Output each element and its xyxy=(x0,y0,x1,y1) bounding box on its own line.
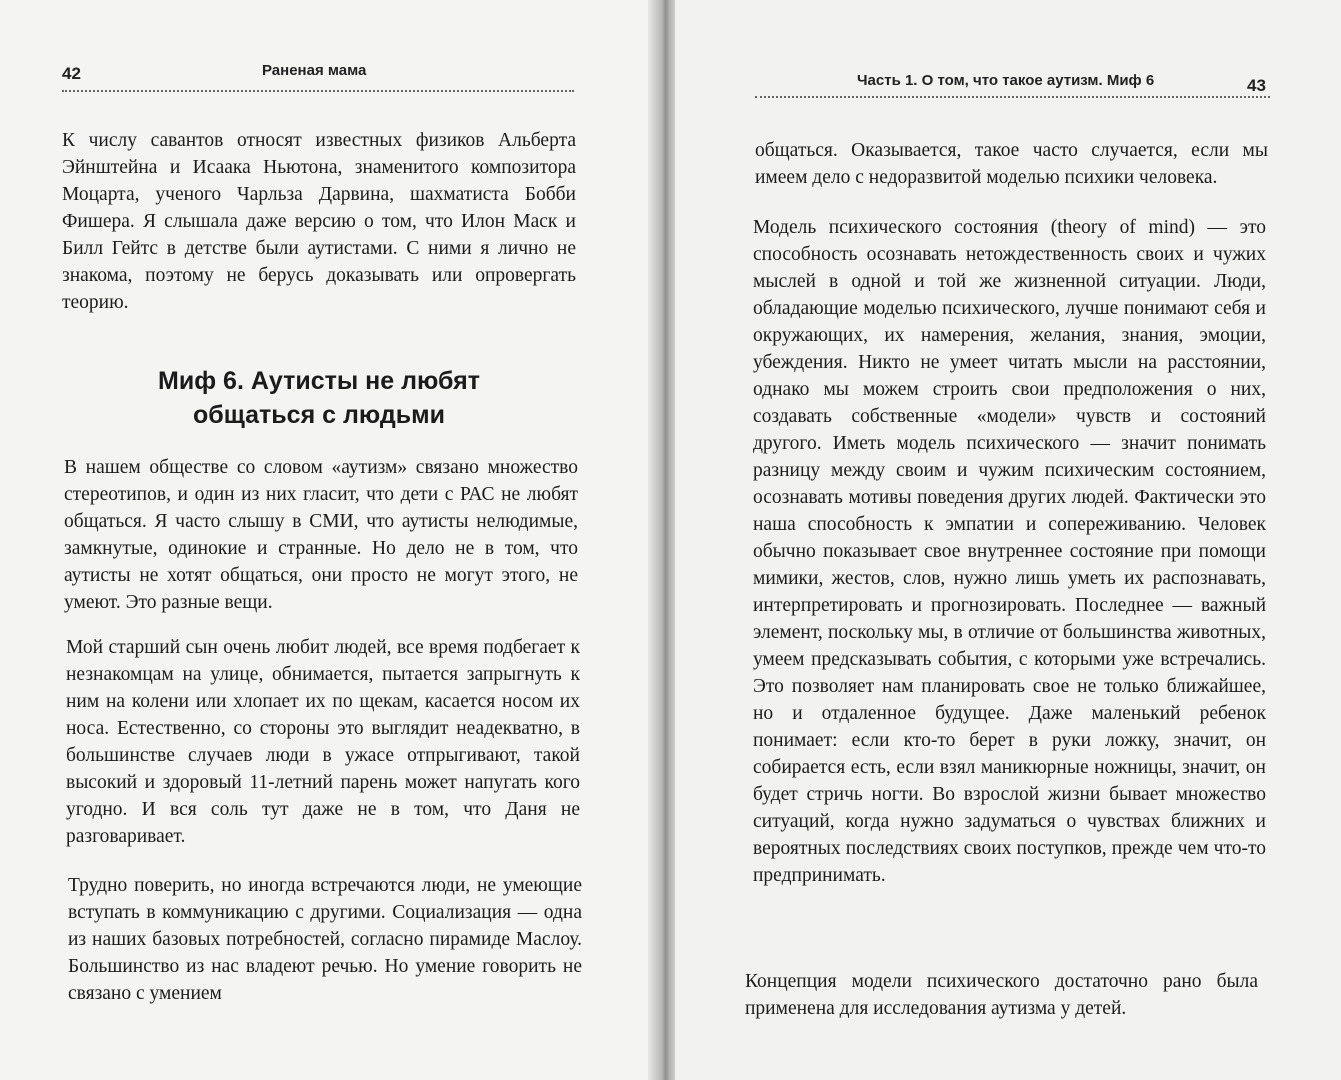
right-paragraph-1 xyxy=(755,137,1268,191)
section-heading xyxy=(62,364,576,432)
heading-line-2: общаться с людьми xyxy=(193,401,445,429)
heading-myth-label: Миф 6. xyxy=(158,367,244,395)
paragraph-text: Мой старший сын очень любит людей, все время подбегает к незнакомцам на улице, обнимается, пытается запрыгнуть к ним на колени или хлопает их по щекам, касается носом их носа. Естественно, со стороны это выглядит неадекватно, в большинстве случаев люди в ужасе отпрыгивают, такой высокий и здоровый 11-летний парень может напугать кого угодно. И вся соль тут даже не в том, что Даня не разговаривает. xyxy=(66,637,580,847)
paragraph-text: Концепция модели психического достаточно рано была применена для исследования аутизма у детей. xyxy=(745,971,1258,1019)
left-header-rule xyxy=(62,90,574,92)
left-page-number: 42 xyxy=(62,64,81,83)
paragraph-text: общаться. Оказывается, такое часто случается, если мы имеем дело с недоразвитой моделью психики человека. xyxy=(755,140,1268,188)
paragraph-text: Трудно поверить, но иногда встречаются люди, не умеющие вступать в коммуникацию с другими. Социализация — одна из наших базовых потребностей, согласно пирамиде Маслоу. Большинство из нас владеют речью. Но умение говорить не связано с умением xyxy=(68,875,582,1004)
left-running-head: Раненая мама xyxy=(262,62,367,79)
right-header-rule xyxy=(755,96,1270,98)
right-page-number: 43 xyxy=(1247,76,1266,95)
paragraph-text: Модель психического состояния (theory of mind) — это способность осознавать нетождественность своих и чужих мыслей в одной и той же жизненной ситуации. Люди, обладающие моделью психического, лучше понимают себя и окружающих, их намерения, желания, знания, эмоции, убеждения. Никто не умеет читать мысли на расстоянии, однако мы можем строить свои предположения о них, создавать собственные «модели» чувств и состояний другого. Иметь модель психического — значит понимать разницу между своим и чужим психическим состоянием, осознавать мотивы поведения других людей. Фактически это наша способность к эмпатии и сопереживанию. Человек обычно показывает свое внутреннее состояние при помощи мимики, жестов, слов, нужно лишь уметь их распознавать, интерпретировать и прогнозировать. Последнее — важный элемент, поскольку мы, в отличие от большинства животных, умеем предсказывать события, с которыми уже встречались. Это позволяет нам планировать свое не только ближайшее, но и отдаленное будущее. Даже маленький ребенок понимает: если кто-то берет в руки ложку, значит, он собирается есть, если взял маникюрные ножницы, значит, он будет стричь ногти. Во взрослой жизни бывает множество ситуаций, когда нужно задуматься о чувствах ближних и вероятных последствиях своих поступков, прежде чем что-то предпринимать. xyxy=(753,217,1266,886)
right-paragraph-3 xyxy=(745,968,1258,1022)
left-page xyxy=(0,0,655,1080)
right-running-head: Часть 1. О том, что такое аутизм. Миф 6 xyxy=(857,72,1155,89)
right-page xyxy=(675,0,1341,1080)
heading-line-1: Аутисты не любят xyxy=(243,367,480,395)
left-paragraph-2 xyxy=(64,454,578,616)
left-paragraph-4 xyxy=(68,872,582,1007)
left-paragraph-3 xyxy=(66,634,580,850)
paragraph-text: К числу савантов относят известных физиков Альберта Эйнштейна и Исаака Ньютона, знаменитого композитора Моцарта, ученого Чарльза Дарвина, шахматиста Бобби Фишера. Я слышала даже версию о том, что Илон Маск и Билл Гейтс в детстве были аутистами. С ними я лично не знакома, поэтому не берусь доказывать или опровергать теорию. xyxy=(62,130,576,313)
left-paragraph-1 xyxy=(62,127,576,316)
paragraph-text: В нашем обществе со словом «аутизм» связано множество стереотипов, и один из них гласит, что дети с РАС не любят общаться. Я часто слышу в СМИ, что аутисты нелюдимые, замкнутые, одинокие и странные. Но дело не в том, что аутисты не хотят общаться, они просто не могут этого, не умеют. Это разные вещи. xyxy=(64,457,578,613)
right-paragraph-2 xyxy=(753,214,1266,889)
